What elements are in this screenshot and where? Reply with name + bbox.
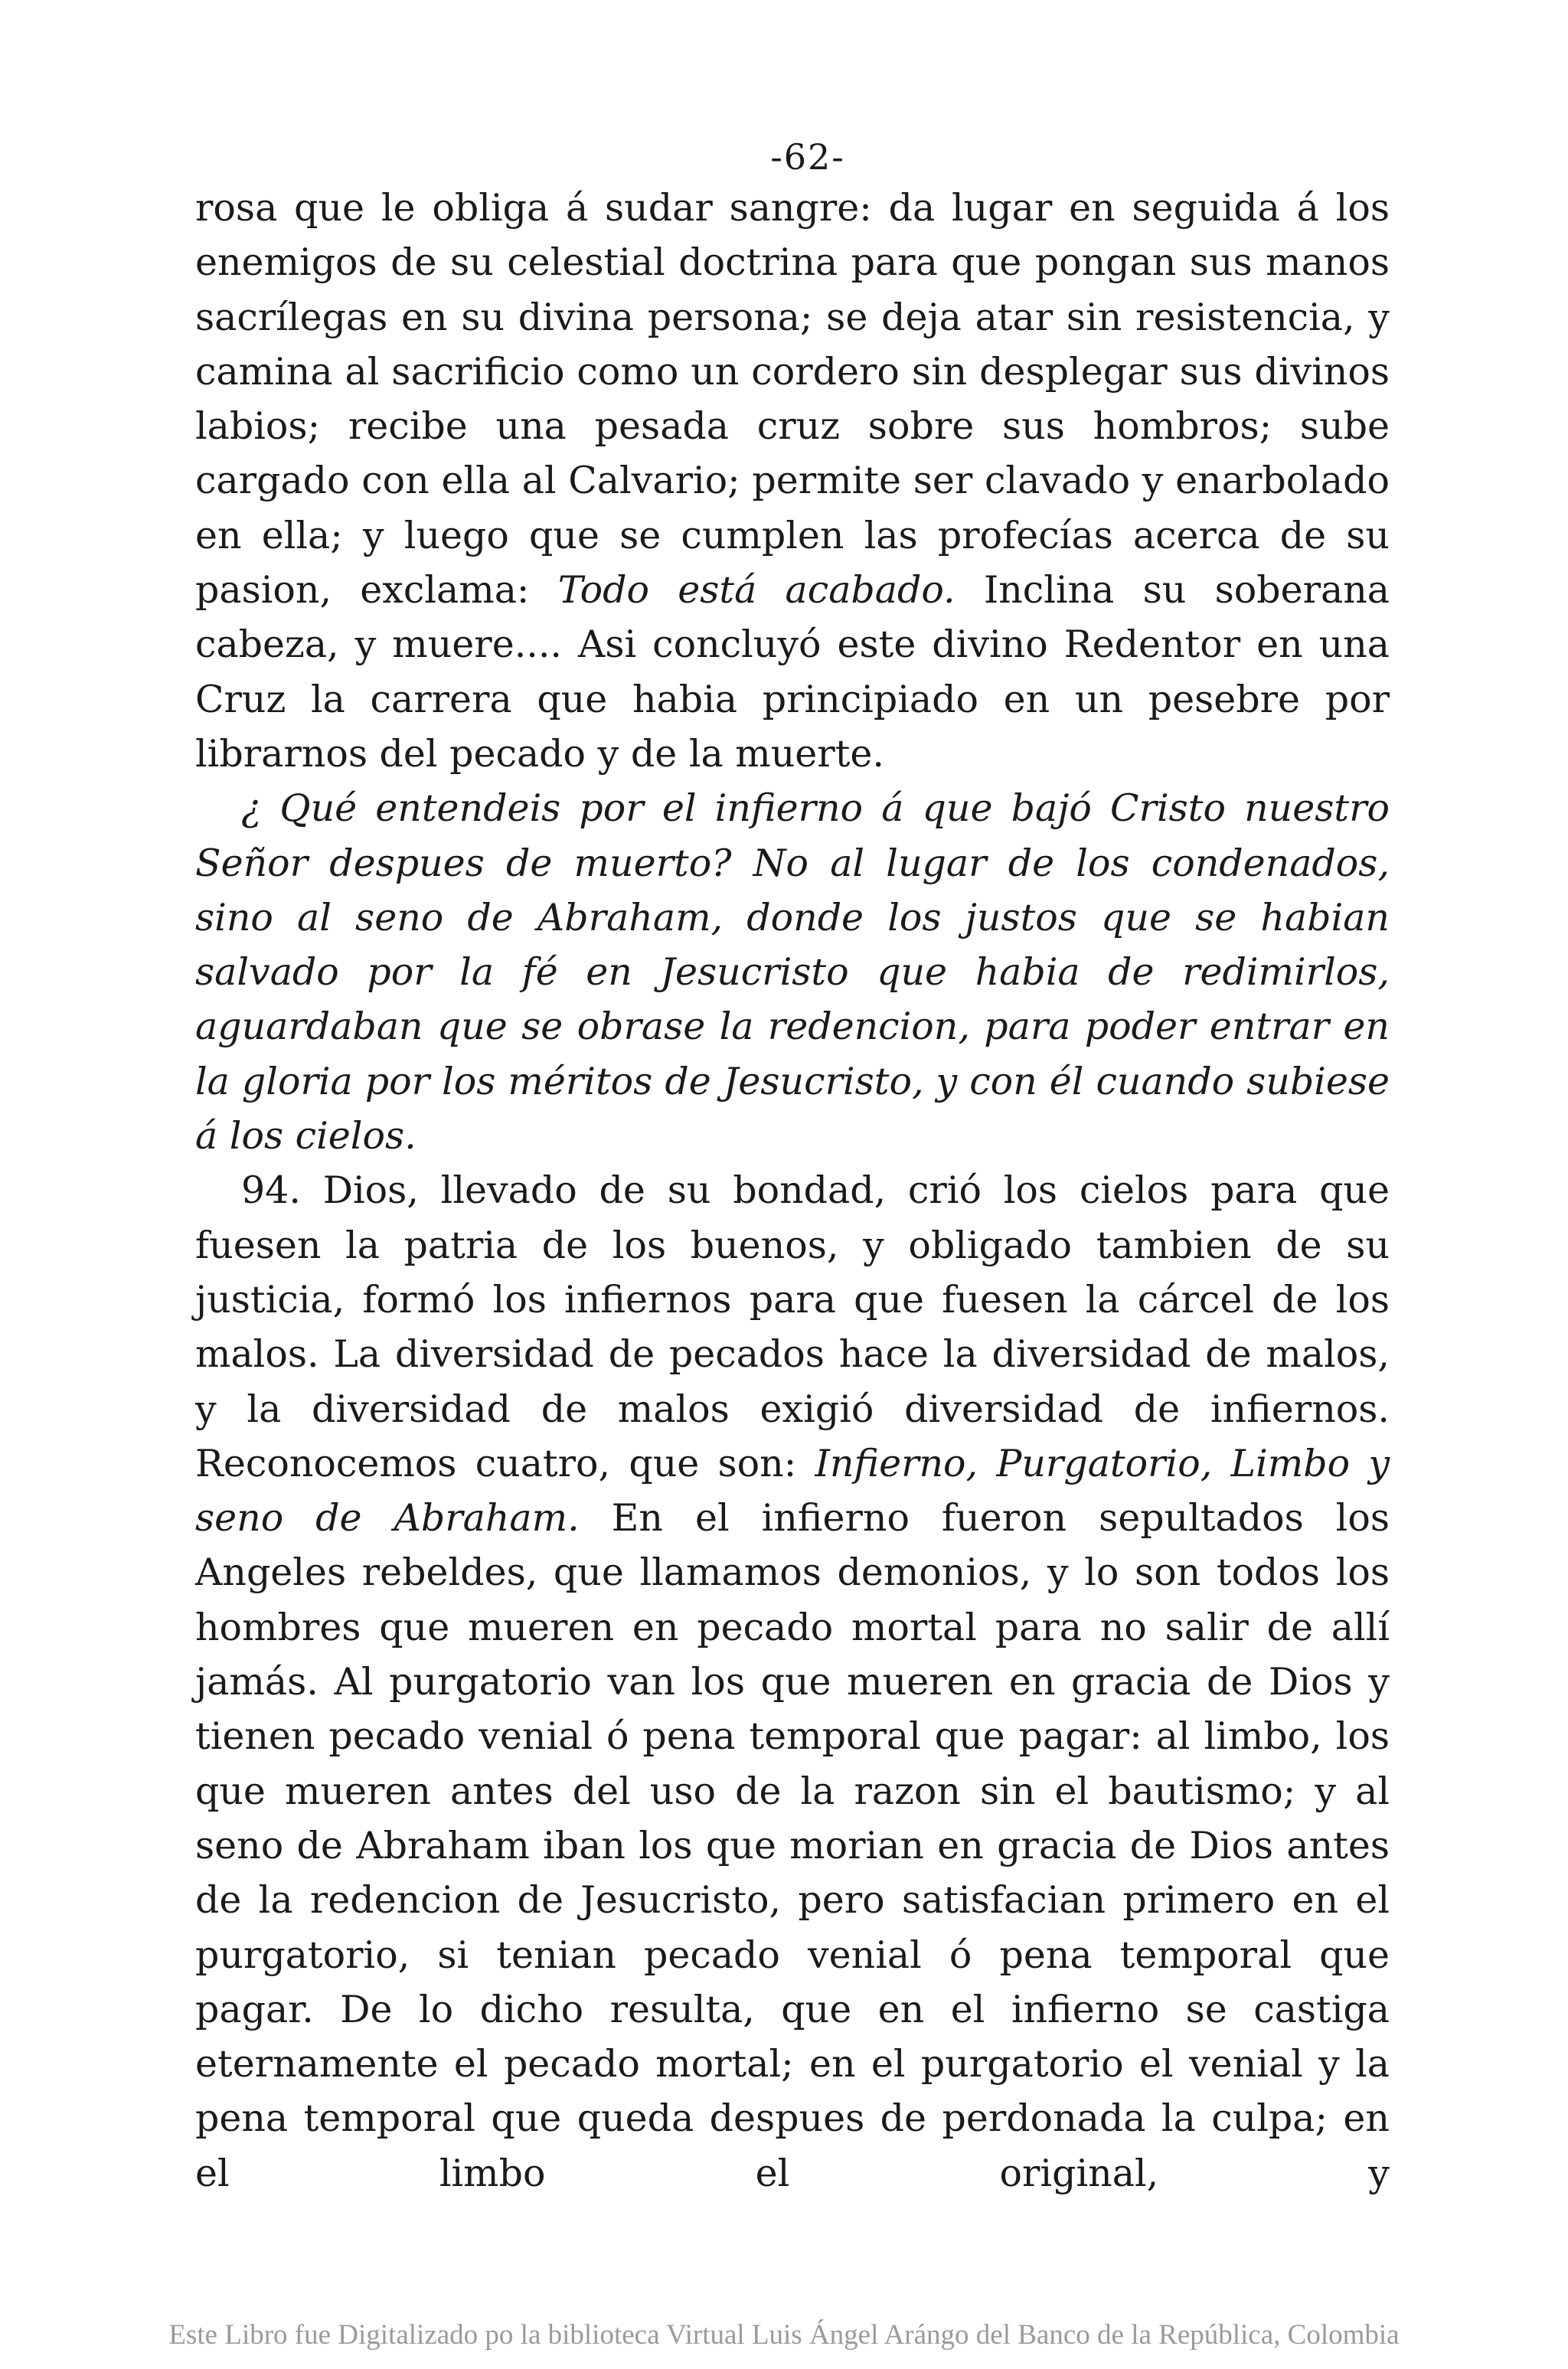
book-page: [195, 138, 1390, 2201]
digitization-watermark: Este Libro fue Digitalizado po la biblioteca Virtual Luis Ángel Arángo del Banco de la República, Colombia: [168, 2319, 1400, 2351]
page-number: -62-: [770, 136, 845, 178]
text-segment-italic: Todo está acabado.: [557, 568, 956, 613]
answer-text: No al lugar de los condenados, sino al seno de Abraham, donde los justos que se habian salvado por la fé en Jesucristo que habia de redimirlos, aguardaban que se obrase la redencion, para poder entrar en la gloria por los méritos de Jesucristo, y con él cuando subiese á los cielos.: [195, 841, 1390, 1158]
paragraph-narrative: [195, 181, 1390, 781]
text-segment: En el infierno fueron sepultados los Angeles rebeldes, que llamamos demonios, y lo son todos los hombres que mueren en pecado mortal para no salir de allí jamás. Al purgatorio van los que mueren en gracia de Dios y tienen pecado venial ó pena temporal que pagar: al limbo, los que mueren antes del uso de la razon sin el bautismo; y al seno de Abraham iban los que morian en gracia de Dios antes de la redencion de Jesucristo, pero satisfacian primero en el purgatorio, si tenian pecado venial ó pena temporal que pagar. De lo dicho resulta, que en el infierno se castiga eternamente el pecado mortal; en el purgatorio el venial y la pena temporal que queda despues de perdonada la culpa; en el limbo el original, y: [195, 1496, 1390, 2195]
text-segment: Inclina su soberana cabeza, y muere.... Asi concluyó este divino Redentor en una Cruz la carrera que habia principiado en un pesebre por librarnos del pecado y de la muerte.: [195, 568, 1390, 776]
question-text: ¿ Qué entendeis por el infierno á que bajó Cristo nuestro Señor despues de muerto?: [195, 786, 1390, 885]
paragraph-question: [195, 781, 1390, 1163]
text-segment: 94. Dios, llevado de su bondad, crió los cielos para que fuesen la patria de los buenos, y obligado tambien de su justicia, formó los infiernos para que fuesen la cárcel de los malos. La diversidad de pecados hace la diversidad de malos, y la diversidad de malos exigió diversidad de infiernos. Reconocemos cuatro, que son:: [195, 1168, 1390, 1485]
body-text: [195, 181, 1390, 2201]
text-segment: rosa que le obliga á sudar sangre: da lugar en seguida á los enemigos de su celestial doctrina para que pongan sus manos sacrílegas en su divina persona; se deja atar sin resistencia, y camina al sacrificio como un cordero sin desplegar sus divinos labios; recibe una pesada cruz sobre sus hombros; sube cargado con ella al Calvario; permite ser clavado y enarbolado en ella; y luego que se cumplen las profecías acerca de su pasion, exclama:: [195, 186, 1390, 613]
text-segment-italic: Infierno, Purgatorio, Limbo y seno de Abraham.: [195, 1441, 1390, 1541]
paragraph-94: [195, 1163, 1390, 2201]
